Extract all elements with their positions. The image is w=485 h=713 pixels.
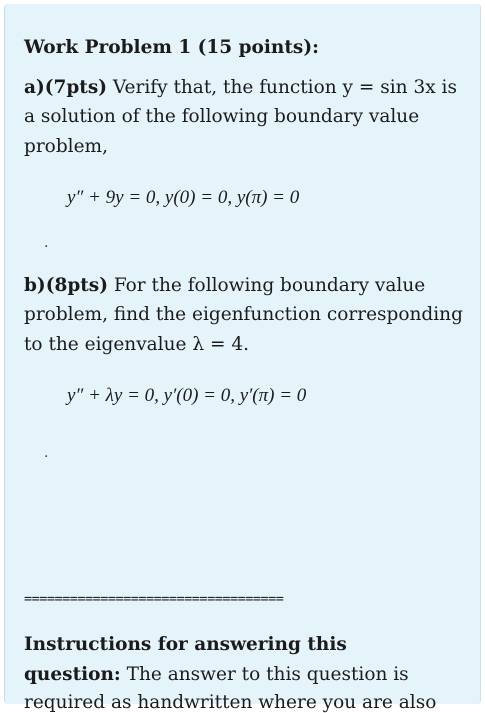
- part-b-answer-marker: .: [44, 445, 49, 461]
- problem-title: Work Problem 1 (15 points):: [24, 37, 319, 58]
- instructions-line-3: required as handwritten where you are also: [24, 692, 437, 713]
- part-b-label: b)(8pts): [24, 275, 108, 296]
- instructions-heading: Instructions for answering this: [24, 634, 347, 655]
- part-b-line-2: problem, find the eigenfunction corresponding: [24, 304, 463, 325]
- part-b-line-1: [24, 277, 425, 296]
- part-a-line-2: a solution of the following boundary value: [24, 106, 420, 127]
- part-b-line-3: to the eigenvalue λ = 4.: [24, 334, 249, 355]
- part-a-answer-marker: .: [44, 235, 49, 251]
- part-b-equation: y″ + λy = 0, y′(0) = 0, y′(π) = 0: [67, 385, 307, 406]
- part-a-line-3: problem,: [24, 136, 108, 157]
- question-card: [4, 4, 481, 713]
- part-a-line-1-text: Verify that, the function y = sin 3x is: [107, 77, 457, 98]
- part-a-line-1: [24, 79, 457, 98]
- part-a-label: a)(7pts): [24, 77, 108, 98]
- part-a-equation: y″ + 9y = 0, y(0) = 0, y(π) = 0: [67, 187, 300, 208]
- instructions-question-label: question:: [24, 664, 121, 685]
- separator-line: ==================================: [24, 592, 284, 606]
- part-b-line-1-text: For the following boundary value: [107, 275, 426, 296]
- instructions-line-2-text: The answer to this question is: [120, 664, 409, 685]
- instructions-line-2: [24, 666, 409, 685]
